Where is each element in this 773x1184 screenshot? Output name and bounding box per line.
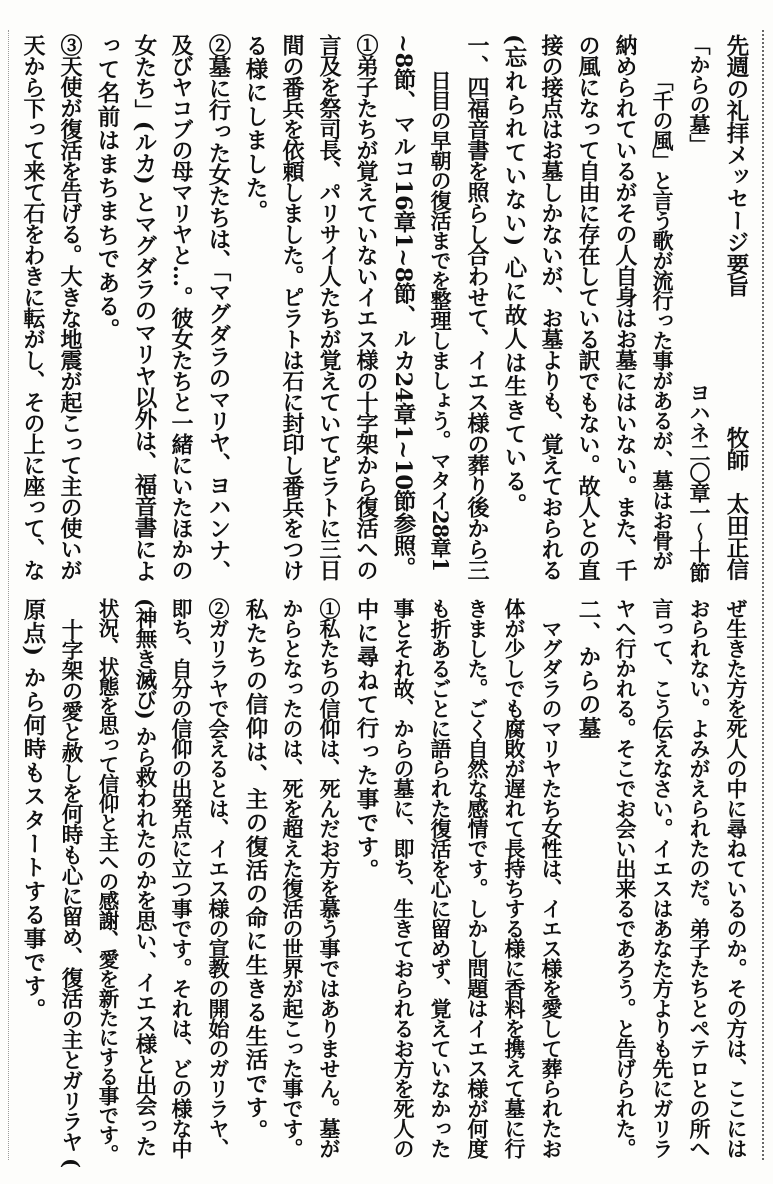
- text-line: 女たち」(ルカ) とマグダラのマリヤ以外は、福音書によ: [131, 34, 157, 582]
- author-name: 牧師 太田正信: [723, 426, 749, 581]
- text-line: からとなったのは、死を超えた復活の世界が起こった事です。: [280, 598, 305, 1158]
- text-line: 納められているがその人自身はお墓にはいない。また、千: [612, 34, 638, 580]
- text-line: きました。ごく自然な感情です。しかし問題はイエス様が何度: [465, 598, 490, 1158]
- text-line: 言って、こう伝えなさい。イエスはあなた方よりも先にガリラ: [650, 598, 675, 1158]
- text-line: ~8節、マルコ16章1~8節、ルカ24章1~10節参照。: [390, 34, 416, 580]
- text-line: ヤへ行かれる。そこでお会い出来るであろう。と告げられた。: [613, 598, 638, 1158]
- text-line: も折あるごとに語られた復活を心に留めず、覚えていなかった: [428, 598, 453, 1158]
- text-line: 「千の風」と言う歌が流行った事があるが、墓はお骨が: [650, 70, 675, 570]
- section-heading: 二、からの墓: [575, 598, 601, 741]
- text-line: おられない。よみがえられたのだ。弟子たちとペテロとの所へ: [687, 598, 712, 1158]
- scripture-reference: ヨハネ二〇章一～十節: [687, 382, 712, 582]
- text-line: 言及を祭司長、パリサイ人たちが覚えていてピラトに三日: [316, 34, 342, 580]
- text-line: ぜ生きた方を死人の中に尋ねているのか。その方は、ここには: [724, 598, 749, 1158]
- text-line: 及びヤコブの母マリヤと…。彼女たちと一緒にいたほかの: [168, 34, 194, 580]
- text-line: ①私たちの信仰は、死んだお方を慕う事ではありません。墓が: [317, 598, 342, 1158]
- text-line: ①弟子たちが覚えていないイエス様の十字架から復活への: [353, 34, 379, 580]
- text-line: (忘れられていない) 心に故人は生きている。: [501, 34, 527, 518]
- text-line: 十字架の愛と赦しを何時も心に留め、復活の主とガリラヤ (: [58, 598, 83, 1168]
- sermon-title-column: [681, 34, 717, 582]
- text-line: 日目の早朝の復活までを整理しましょう。マタイ28章1: [428, 70, 453, 571]
- text-line: 状況、状態を思って信仰と主への感謝、愛を新たにする事です。: [95, 598, 119, 1164]
- text-line: 事とそれ故、からの墓に、即ち、生きておられるお方を死人の: [391, 598, 416, 1158]
- text-line: (神無き滅び) から救われたのかを思い、イエス様と出会った: [132, 598, 157, 1156]
- text-line: 接の接点はお墓しかないが、お墓よりも、覚えておられる: [538, 34, 564, 580]
- header-column: [718, 34, 754, 582]
- text-line: 私たちの信仰は、主の復活の命に生きる生活です。: [242, 598, 268, 1144]
- text-line: 原点) から何時もスタートする事です。: [20, 598, 46, 1022]
- text-line: って名前はまちまちである。: [94, 34, 120, 343]
- page-title: 先週の礼拝メッセージ要旨: [723, 34, 749, 297]
- text-line: 中に尋ねて行った事です。: [353, 598, 379, 883]
- text-line: 一、四福音書を照らし合わせて、イエス様の葬り後から三: [464, 34, 490, 580]
- text-line: マグダラのマリヤたち女性は、イエス様を愛して葬られたお: [539, 598, 564, 1158]
- text-line: る様にしました。: [242, 34, 268, 224]
- text-line: 天から下って来て石をわきに転がし、その上に座って、な: [20, 34, 46, 580]
- text-line: ②ガリラヤで会えるとは、イエス様の宣教の開始のガリラヤ、: [206, 598, 231, 1158]
- text-line: の風になって自由に存在している訳でもない。故人との直: [575, 34, 601, 580]
- top-text-block: [0, 34, 773, 582]
- text-line: 間の番兵を依頼しました。ピラトは石に封印し番兵をつけ: [279, 34, 305, 580]
- bottom-text-block: [0, 598, 773, 1168]
- sermon-title: 「からの墓」: [687, 34, 712, 154]
- text-line: ②墓に行った女たちは、「マグダラのマリヤ、ヨハンナ、: [205, 34, 231, 582]
- text-line: 体が少しでも腐敗が遅れて長持ちする様に香料を携えて墓に行: [502, 598, 527, 1158]
- text-line: ③天使が復活を告げる。大きな地震が起こって主の使いが: [57, 34, 83, 580]
- text-line: 即ち、自分の信仰の出発点に立つ事です。それは、どの様な中: [169, 598, 194, 1158]
